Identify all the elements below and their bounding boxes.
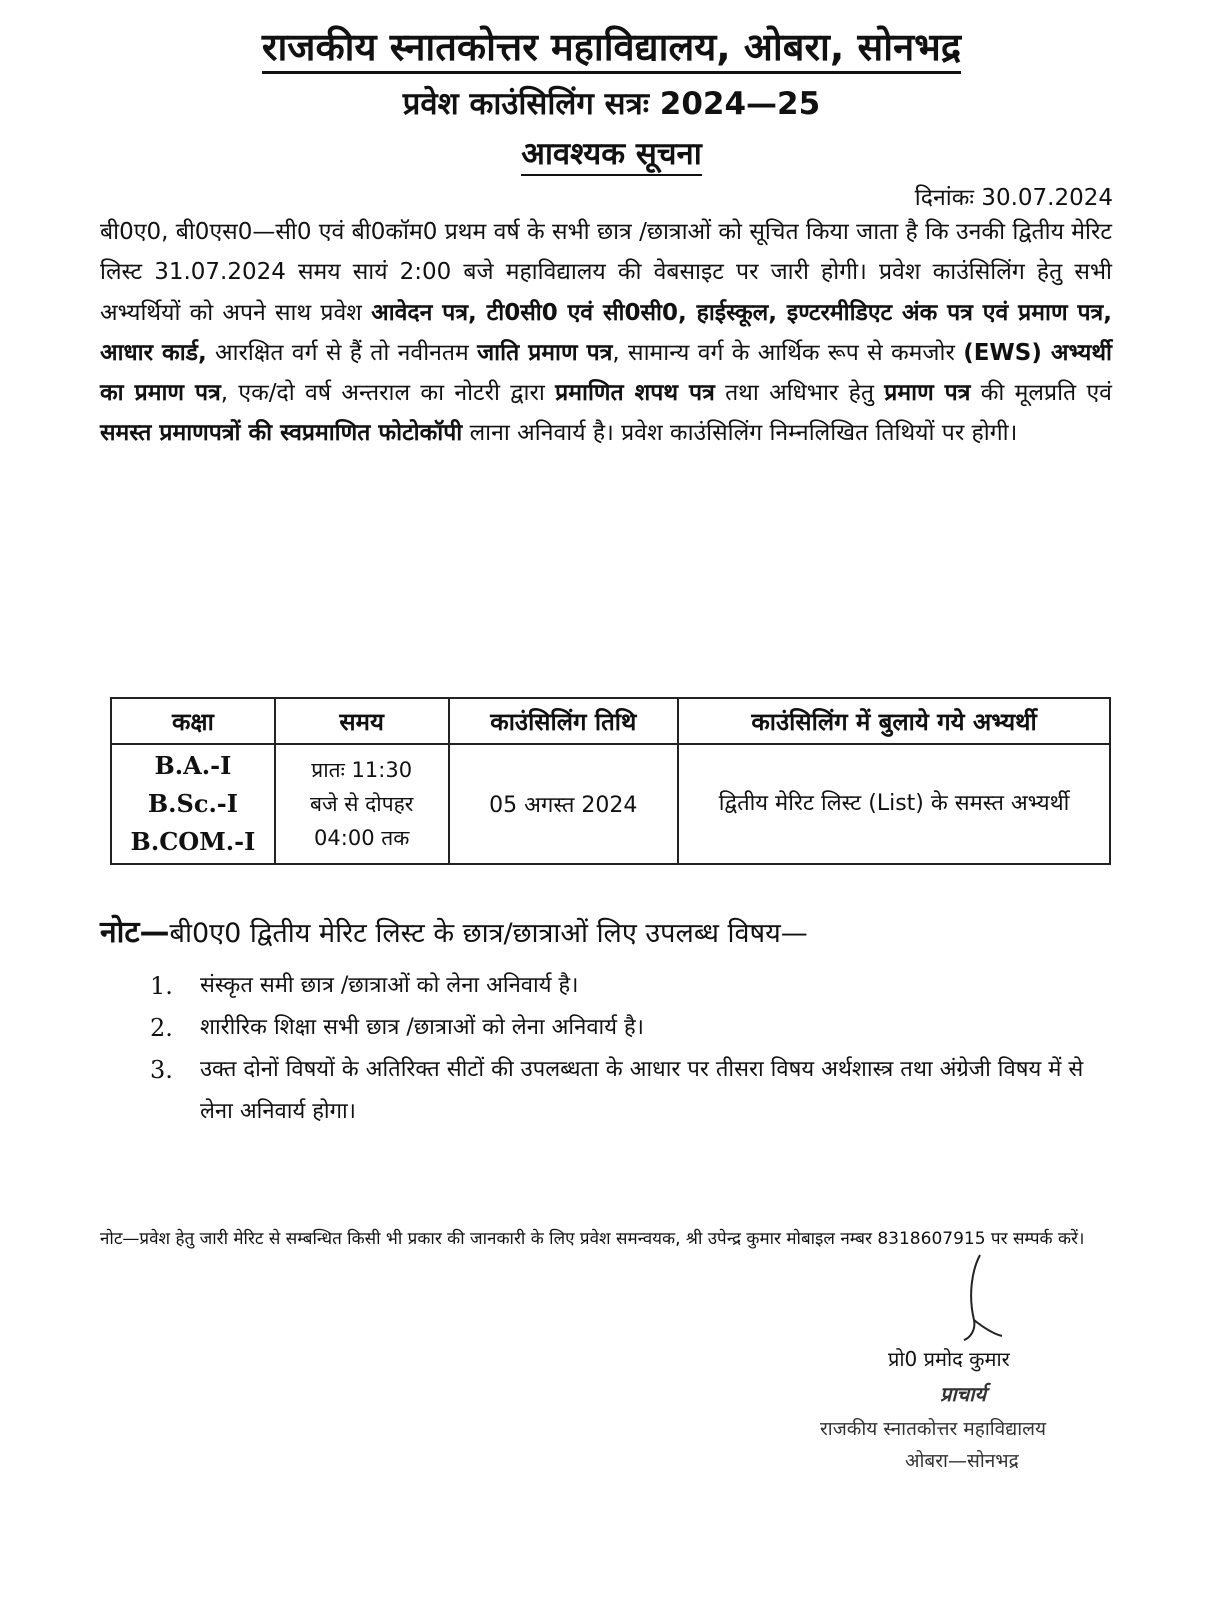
note-label: नोट— xyxy=(100,915,170,950)
signature-scribble xyxy=(950,1250,1010,1345)
principal-org: राजकीय स्नातकोत्तर महाविद्यालय xyxy=(820,1418,1047,1440)
contact-footnote: नोट—प्रवेश हेतु जारी मेरिट से सम्बन्धित किसी भी प्रकार की जानकारी के लिए प्रवेश समन्वयक, श्री उपेन्द्र कुमार मोबाइल नम्बर 8318607915 पर सम्पर्क करें। xyxy=(100,1229,1085,1249)
class-bsc: B.Sc.-I xyxy=(147,789,238,818)
note-text: बी0ए0 द्वितीय मेरिट लिस्ट के छात्र/छात्राओं लिए उपलब्ध विषय— xyxy=(169,918,808,949)
candidates-cell: द्वितीय मेरिट लिस्ट (List) के समस्त अभ्यर्थी xyxy=(678,744,1110,864)
class-cell xyxy=(111,744,275,864)
class-bcom: B.COM.-I xyxy=(130,827,256,856)
col-header-date: काउंसिलिंग तिथि xyxy=(449,698,679,744)
counselling-schedule-table xyxy=(110,697,1111,865)
principal-place: ओबरा—सोनभद्र xyxy=(905,1450,1019,1472)
notice-heading: आवश्यक सूचना xyxy=(0,132,1223,174)
subjects-note xyxy=(100,910,808,951)
col-header-time: समय xyxy=(275,698,449,744)
list-item: 1. संस्कृत समी छात्र /छात्राओं को लेना अनिवार्य है। xyxy=(150,972,579,1000)
col-header-class: कक्षा xyxy=(111,698,275,744)
col-header-candidates: काउंसिलिंग में बुलाये गये अभ्यर्थी xyxy=(678,698,1110,744)
table-row xyxy=(111,744,1110,864)
notice-body: बी0ए0, बी0एस0—सी0 एवं बी0कॉम0 प्रथम वर्ष के सभी छात्र /छात्राओं को सूचित किया जाता है कि उनकी द्वितीय मेरिट लिस्ट 31.07.2024 समय सायं 2:00 बजे महाविद्यालय की वेबसाइट पर जारी होगी। प्रवेश काउंसिलिंग हेतु सभी अभ्यर्थियों को अपने साथ प्रवेश आवेदन पत्र, टी0सी0 एवं सी0सी0, हाईस्कूल, इण्टरमीडिएट अंक पत्र एवं प्रमाण पत्र, आधार कार्ड, आरक्षित वर्ग से हैं तो नवीनतम जाति प्रमाण पत्र, सामान्य वर्ग के आर्थिक रूप से कमजोर (EWS) अभ्यर्थी का प्रमाण पत्र, एक/दो वर्ष अन्तराल का नोटरी द्वारा प्रमाणित शपथ पत्र तथा अधिभार हेतु प्रमाण पत्र की मूलप्रति एवं समस्त प्रमाणपत्रों की स्वप्रमाणित फोटोकॉपी लाना अनिवार्य है। प्रवेश काउंसिलिंग निम्नलिखित तिथियों पर होगी। xyxy=(100,219,1113,447)
time-cell: प्रातः 11:30 बजे से दोपहर 04:00 तक xyxy=(275,744,449,864)
list-item: 2. शारीरिक शिक्षा सभी छात्र /छात्राओं को लेना अनिवार्य है। xyxy=(150,1014,645,1042)
principal-name: प्रो0 प्रमोद कुमार xyxy=(888,1347,1010,1371)
subjects-list xyxy=(150,965,1120,1133)
table-header-row xyxy=(111,698,1110,744)
list-item: 3. उक्त दोनों विषयों के अतिरिक्त सीटों की उपलब्धता के आधार पर तीसरा विषय अर्थशास्त्र तथा अंग्रेजी विषय में से लेना अनिवार्य होगा। xyxy=(150,1056,1084,1124)
session-subtitle: प्रवेश काउंसिलिंग सत्रः 2024—25 xyxy=(402,86,821,122)
date-cell: 05 अगस्त 2024 xyxy=(449,744,679,864)
principal-role: प्राचार्य xyxy=(940,1382,987,1406)
notice-date: दिनांकः 30.07.2024 xyxy=(914,185,1113,211)
class-ba: B.A.-I xyxy=(154,751,232,780)
college-title: राजकीय स्नातकोत्तर महाविद्यालय, ओबरा, सोनभद्र xyxy=(0,20,1223,72)
